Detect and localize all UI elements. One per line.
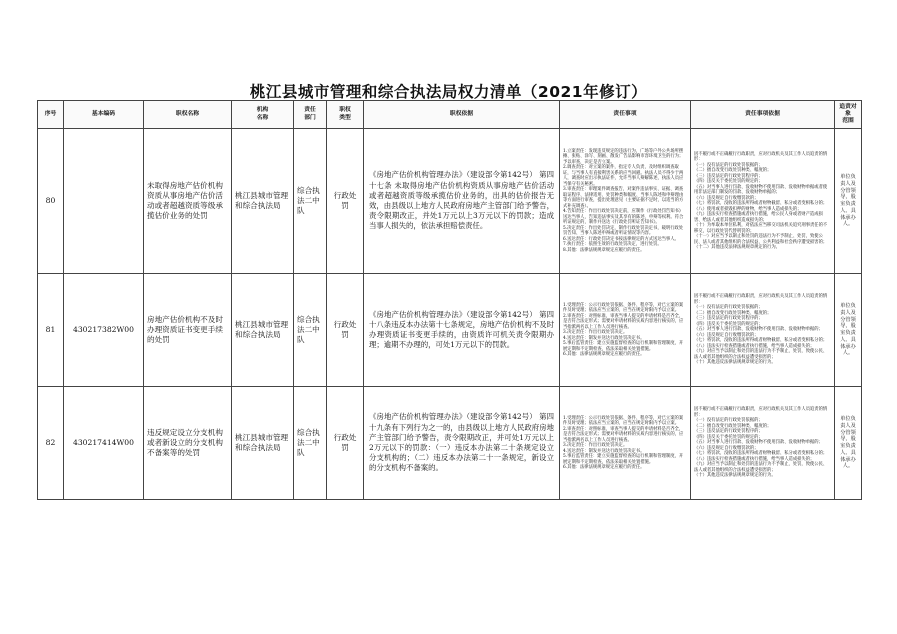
- cell-duty-basis: 因不履行或不正确履行行政职责，应对行政机关及其工作人员追责的情形： （一）没有法定的行政处罚依据的； （二）擅自改变行政处罚种类、幅度的； （三）违反法定的行政处罚程序的； （四）违反关于委托处罚的规定的； （五）对当事人进行罚款、没收财物不使用罚款、没收财物单据的； （六）违反规定自行收缴罚款的； （七）将罚款、没收的违法所得或者财物截留、私分或者变相私分的； （八）违法实行检查措施或者执行措施，给当事人造成损失的； （九）对应当予以制止和处罚的违法行为不予制止、处罚，致使公民、法人或者其他组织的合法权益遭受损害的； （十）其他违反法律法规规章规定的行为。: [691, 387, 835, 500]
- header-dept: 责任 部门: [294, 101, 327, 129]
- cell-basis: 《房地产估价机构管理办法》（建设部令第142号） 第四十八条违反本办法第十七条规定，房地产估价机构不及时办理资质证书变更手续的，由资质许可机关责令限期办理；逾期不办理的，可处1万元以下的罚款。: [364, 274, 560, 387]
- power-list-table: [37, 100, 862, 500]
- header-name: 职权名称: [144, 101, 232, 129]
- header-code: 基本编码: [64, 101, 144, 129]
- cell-code: 430217382W00: [64, 274, 144, 387]
- cell-seq: 81: [38, 274, 64, 387]
- cell-duty: 1.受理责任：公示行政处罚依据、条件、程序等，对已立案的案件及时受理；依法应当立案的，应当在规定时限内予以立案。 2.审查责任：对照标准，审查当事人提交的申请材料是否齐全，是否符合法定形式；需要对申请材料的实质内容进行核实的，应当指派两名以上工作人员进行核查。 3.决定责任：作出行政处罚决定。 4.送达责任：制发并送达行政处罚决定书。 5.事后监管责任：建立实施监督检查的运行机制和管理制度，开展定期和不定期检查，依法采取相关处置措施。 6.其他：法律法规规章规定应履行的责任。: [560, 387, 691, 500]
- header-basis: 职权依据: [364, 101, 560, 129]
- cell-org: 桃江县城市管理和综合执法局: [232, 387, 294, 500]
- header-duty-basis: 责任事项依据: [691, 101, 835, 129]
- cell-type: 行政处罚: [327, 387, 364, 500]
- header-duty: 责任事项: [560, 101, 691, 129]
- cell-seq: 80: [38, 129, 64, 274]
- cell-dept: 综合执法二中队: [294, 129, 327, 274]
- cell-type: 行政处罚: [327, 129, 364, 274]
- cell-basis: 《房地产估价机构管理办法》（建设部令第142号） 第四十九条有下列行为之一的，由县级以上地方人民政府房地产主管部门给予警告，责令限期改正，并可处1万元以上2万元以下的罚款：（一）违反本办法第二十条规定设立分支机构的；（二）违反本办法第二十一条规定，新设立的分支机构不备案的。: [364, 387, 560, 500]
- cell-basis: 《房地产估价机构管理办法》（建设部令第142号） 第四十七条 未取得房地产估价机构资质从事房地产估价活动或者超越资质等级承揽估价业务的，出具的估价报告无效，由县级以上地方人民政府房地产主管部门给予警告，责令限期改正，并处1万元以上3万元以下的罚款；造成当事人损失的，依法承担赔偿责任。: [364, 129, 560, 274]
- cell-duty: 1.受理责任：公示行政处罚依据、条件、程序等，对已立案的案件及时受理；依法应当立案的，应当在规定时限内予以立案。 2.审查责任：对照标准，审查当事人提交的申请材料是否齐全，是否符合法定形式；需要对申请材料的实质内容进行核实的，应当指派两名以上工作人员进行核查。 3.决定责任：作出行政处罚决定。 4.送达责任：制发并送达行政处罚决定书。 5.事后监管责任：建立实施监督检查的运行机制和管理制度，开展定期和不定期检查，依法采取相关处置措施。 6.其他：法律法规规章规定应履行的责任。: [560, 274, 691, 387]
- cell-dept: 综合执法二中队: [294, 387, 327, 500]
- cell-duty-basis: 因不履行或不正确履行行政职责，应对行政机关及其工作人员追责的情形： （一）没有法定的行政处罚依据的； （二）擅自改变行政处罚种类、幅度的； （三）违反法定的行政处罚程序的； （四）违反关于委托处罚的规定的； （五）对当事人进行罚款、没收财物不使用罚款、没收财物单据或者使用非法定部门制发的罚款、没收财物单据的； （六）违反规定自行收缴罚款的； （七）将罚款、没收的违法所得或者财物截留、私分或者变相私分的； （八）使用或者损毁扣押的财物，给当事人造成损失的； （九）违法实行检查措施或者执行措施，给公民人身或者财产造成损害、给法人或者其他组织造成损失的； （十）为牟取本单位私利，对依法应当移交司法机关追究刑事责任的不移交，以行政处罚代替刑罚的； （十一）对应当予以制止和处罚的违法行为不予制止、处罚，致使公民、法人或者其他组织的合法权益、公共利益和社会秩序遭受损害的； （十二）其他违反法律法规规章规定的行为。: [691, 129, 835, 274]
- cell-scope: 单位负责人及分管领导，股室负责人、具体承办人。: [835, 274, 862, 387]
- cell-scope: 单位负责人及分管领导，股室负责人、具体承办人。: [835, 387, 862, 500]
- cell-type: 行政处罚: [327, 274, 364, 387]
- header-type: 职权 类型: [327, 101, 364, 129]
- cell-dept: 综合执法二中队: [294, 274, 327, 387]
- cell-name: 违反规定设立分支机构或者新设立的分支机构不备案等的处罚: [144, 387, 232, 500]
- table-header-row: [38, 101, 862, 129]
- cell-scope: 单位负责人及分管领导，股室负责人、具体承办人。: [835, 129, 862, 274]
- table-row: [38, 274, 862, 387]
- header-scope: 追责对象 范围: [835, 101, 862, 129]
- cell-org: 桃江县城市管理和综合执法局: [232, 129, 294, 274]
- cell-code: [64, 129, 144, 274]
- header-seq: 序号: [38, 101, 64, 129]
- cell-name: 房地产估价机构不及时办理资质证书变更手续的处罚: [144, 274, 232, 387]
- cell-code: 430217414W00: [64, 387, 144, 500]
- cell-seq: 82: [38, 387, 64, 500]
- cell-name: 未取得房地产估价机构资质从事房地产估价活动或者超越资质等级承揽估价业务的处罚: [144, 129, 232, 274]
- table-row: [38, 387, 862, 500]
- cell-org: 桃江县城市管理和综合执法局: [232, 274, 294, 387]
- table-row: [38, 129, 862, 274]
- header-org: 机构 名称: [232, 101, 294, 129]
- cell-duty: 1.立案责任：发现违反规定的违法行为，广场等户外公共场所摆摊、张贴、涂写、刻画、散发广告品影响市容环境卫生的行为；予以审查，决定是否立案。 2.调查责任：对立案的案件，指定专人负责，及时组织调查取证，与当事人有直接利害关系的应当回避。执法人员不得少于两人，调查时应出示执法证件，允许当事人辩解陈述，执法人员应当保守有关秘密。 3.审查责任：审理案件调查报告，对案件违法事实、证据、调查取证程序、法律适用、处罚种类和幅度、当事人陈述和申辩理由等方面进行审查，提出处理意见（主要证据不足时，以适当的方式补充调查）。 4.告知责任：作出行政处罚决定前，应制作《行政处罚告知书》送达当事人，告知违法事实及其享有的陈述、申辩等权利。符合听证规定的，制作并送达《行政处罚听证告知书》。 5.决定责任：作出处罚决定，制作行政处罚决定书，载明行政处罚告知、当事人陈述申辩或者听证情况等内容。 6.送达责任：行政处罚决定书按法律规定的方式送达当事人。 7.执行责任：依照生效的行政处罚决定，进行处罚。 8.其他：法律法规规章规定应履行的责任。: [560, 129, 691, 274]
- page-title: 桃江县城市管理和综合执法局权力清单（2021年修订）: [249, 83, 648, 101]
- cell-duty-basis: 因不履行或不正确履行行政职责，应对行政机关及其工作人员追责的情形： （一）没有法定的行政处罚依据的； （二）擅自改变行政处罚种类、幅度的； （三）违反法定的行政处罚程序的； （四）违反关于委托处罚的规定的； （五）对当事人进行罚款、没收财物不使用罚款、没收财物单据的； （六）违反规定自行收缴罚款的； （七）将罚款、没收的违法所得或者财物截留、私分或者变相私分的； （八）违法实行检查措施或者执行措施，给当事人造成损失的； （九）对应当予以制止和处罚的违法行为不予制止、处罚，致使公民、法人或者其他组织的合法权益遭受损害的； （十）其他违反法律法规规章规定的行为。: [691, 274, 835, 387]
